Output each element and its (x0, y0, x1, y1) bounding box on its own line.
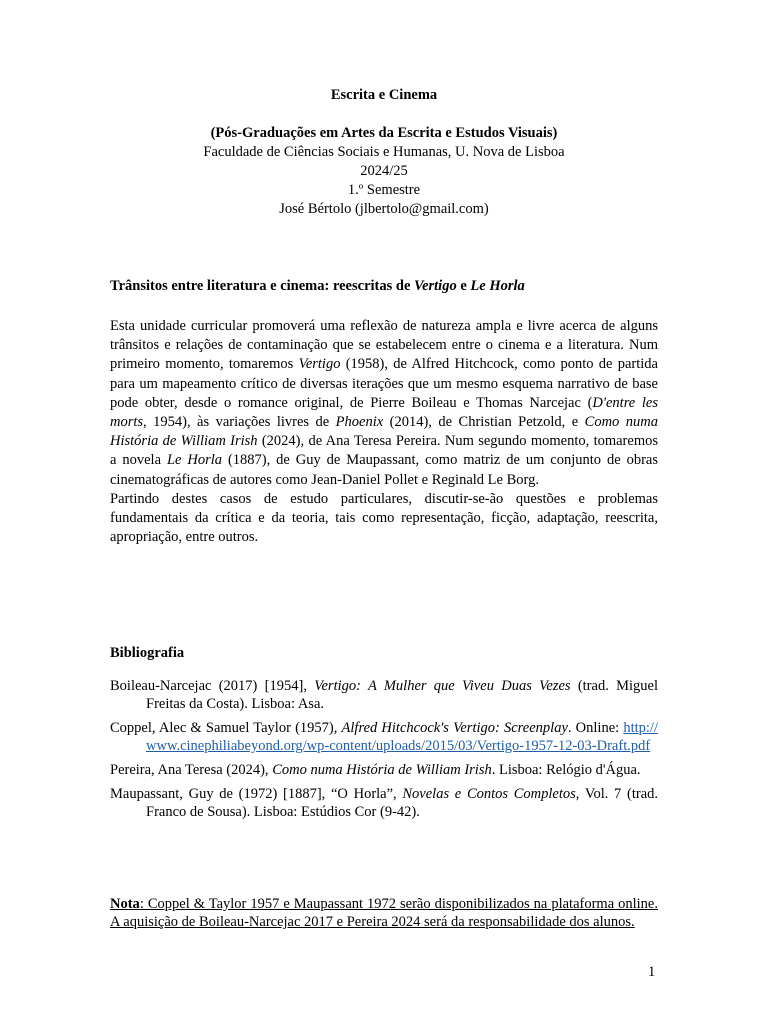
course-description (110, 317, 658, 547)
note-text: : Coppel & Taylor 1957 e Maupassant 1972 serão disponibilizados na plataforma online. A aquisição de Boileau-Narcejac 2017 e Pereira 2024 será da responsabilidade dos alunos. (110, 896, 658, 930)
course-title: Escrita e Cinema (330, 87, 438, 103)
screenplay-link[interactable]: http://www.cinephiliabeyond.org/wp-content/uploads/2015/03/Vertigo-1957-12-03-Draft.pdf (146, 720, 658, 754)
instructor: José Bértolo (jlbertolo@gmail.com) (279, 201, 489, 217)
bibliography-list (110, 677, 658, 827)
description-paragraph-1: Esta unidade curricular promoverá uma reflexão de natureza ampla e livre acerca de alguns trânsitos e relações de contaminação que se estabelecem entre o cinema e a literatura. Num primeiro momento, tomaremos Vertigo (1958), de Alfred Hitchcock, como ponto de partida para um mapeamento crítico de diversas iterações que um mesmo esquema narrativo de base pode obter, desde o romance original, de Pierre Boileau e Thomas Narcejac (D'entre les morts, 1954), às variações livres de Phoenix (2014), de Christian Petzold, e Como numa História de William Irish (2024), de Ana Teresa Pereira. Num segundo momento, tomaremos a novela Le Horla (1887), de Guy de Maupassant, como matriz de um conjunto de obras cinematográficas de autores como Jean-Daniel Pollet e Reginald Le Borg. (110, 318, 658, 488)
academic-year: 2024/25 (360, 163, 408, 179)
bibliography-entry: Maupassant, Guy de (1972) [1887], “O Horla”, Novelas e Contos Completos, Vol. 7 (trad. Franco de Sousa). Lisboa: Estúdios Cor (9-42). (110, 786, 659, 820)
bibliography-title: Bibliografia (110, 645, 185, 661)
program-name: (Pós-Graduações em Artes da Escrita e Estudos Visuais) (210, 125, 558, 141)
section-title: Trânsitos entre literatura e cinema: reescritas de Vertigo e Le Horla (110, 278, 525, 294)
document-header (110, 86, 658, 219)
semester: 1.º Semestre (347, 182, 421, 198)
bibliography-entry: Coppel, Alec & Samuel Taylor (1957), Alfred Hitchcock's Vertigo: Screenplay. Online: http://www.cinephiliabeyond.org/wp-content/uploads/2015/03/Vertigo-1957-12-03-Draft.pdf (110, 720, 658, 754)
bibliography-entry: Pereira, Ana Teresa (2024), Como numa História de William Irish. Lisboa: Relógio d'Água. (110, 762, 641, 778)
page-number: 1 (648, 964, 656, 980)
bibliography-note (110, 895, 658, 931)
note-label: Nota (110, 896, 140, 912)
faculty-name: Faculdade de Ciências Sociais e Humanas, U. Nova de Lisboa (203, 144, 565, 160)
description-paragraph-2: Partindo destes casos de estudo particulares, discutir-se-ão questões e problemas fundamentais da crítica e da teoria, tais como representação, ficção, adaptação, reescrita, apropriação, entre outros. (110, 490, 658, 546)
bibliography-entry: Boileau-Narcejac (2017) [1954], Vertigo: A Mulher que Viveu Duas Vezes (trad. Miguel Freitas da Costa). Lisboa: Asa. (110, 678, 658, 712)
